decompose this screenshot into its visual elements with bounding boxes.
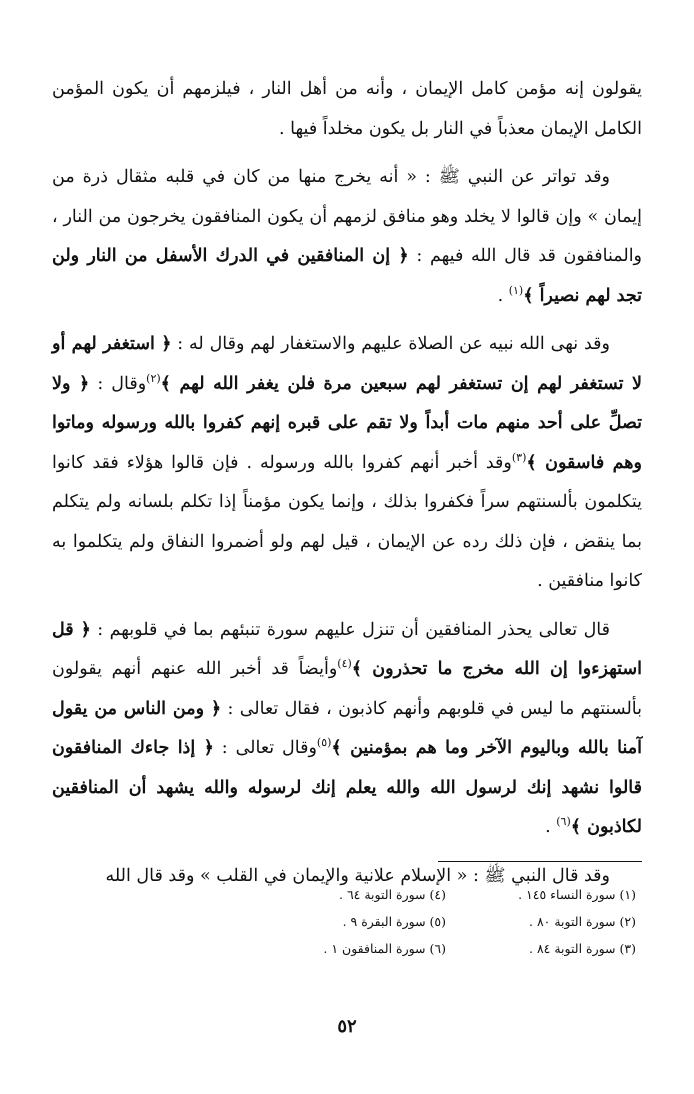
footnote-2: (٢) سورة التوبة ٨٠ . — [528, 914, 636, 929]
text-run: وقد أخبر أنهم كفروا بالله ورسوله . فإن قالوا هؤلاء فقد كانوا يتكلمون بألسنتهم سراً فكفروا بذلك ، وإنما يكون مؤمناً إذا تكلم بلسانه ولم يتكلم بما ينقض ، فإن ذلك رده عن الإيمان ، قيل لهم ولو أضمروا النفاق ولم يتكلموا به كانوا منافقين . — [52, 452, 642, 591]
quran-quote: ﴿ ولا تصلِّ على أحد منهم مات أبداً ولا تقم على قبره إنهم كفروا بالله ورسوله وماتوا وهم فاسقون ﴾ — [52, 373, 642, 473]
footnote-ref: (٣) — [511, 450, 527, 464]
footnote-5: (٥) سورة البقرة ٩ . — [342, 914, 446, 929]
text-run: وقد نهى الله نبيه عن الصلاة عليهم والاستغفار لهم وقال له : — [171, 334, 610, 354]
page-number: ٥٢ — [337, 1016, 357, 1037]
text-run: وقد تواتر عن النبي ﷺ : « أنه يخرج منها من كان في قلبه مثقال ذرة من إيمان » وإن قالوا لا يخلد وهو منافق لزمهم أن يكون المنافقون يخرجون من النار ، والمنافقون قد قال الله فيهم : — [52, 167, 643, 266]
text-run: . — [545, 817, 557, 837]
quran-quote: ﴿ إذا جاءك المنافقون قالوا نشهد إنك لرسول الله والله يعلم إنك لرسوله والله يشهد أن المنافقين لكاذبون ﴾ — [52, 738, 642, 837]
quran-quote: ﴿ استغفر لهم أو لا تستغفر لهم إن تستغفر لهم سبعين مرة فلن يغفر الله لهم ﴾ — [52, 334, 643, 394]
footnote-4: (٤) سورة التوبة ٦٤ . — [338, 887, 446, 902]
footnote-3: (٣) سورة التوبة ٨٤ . — [528, 941, 636, 956]
main-text — [52, 70, 642, 905]
footnote-ref: (٢) — [146, 371, 161, 385]
paragraph-2 — [52, 158, 642, 316]
footnote-ref: (٦) — [556, 815, 571, 829]
quran-quote: ﴿ قل استهزءوا إن الله مخرج ما تحذرون ﴾ — [52, 619, 642, 679]
footnote-6: (٦) سورة المنافقون ١ . — [323, 941, 446, 956]
text-run: قال تعالى يحذر المنافقين أن تنزل عليهم سورة تنبئهم بما في قلوبهم : — [90, 619, 610, 640]
footnote-divider — [438, 861, 642, 862]
quran-quote: ﴿ ومن الناس من يقول آمنا بالله وباليوم الآخر وما هم بمؤمنين ﴾ — [52, 698, 642, 758]
footnote-ref: (١) — [508, 283, 524, 297]
paragraph-4 — [52, 611, 642, 848]
footnotes — [56, 881, 636, 962]
text-run: وأيضاً قد أخبر الله عنهم أنهم يقولون بألسنتهم ما ليس في قلوبهم وأنهم كاذبون ، فقال تعالى : — [52, 659, 642, 719]
text-run: وقال تعالى : — [213, 738, 317, 758]
footnote-ref: (٤) — [337, 657, 352, 671]
text-run: . — [497, 285, 509, 306]
text-run: وقال : — [89, 373, 147, 394]
text-run: يقولون إنه مؤمن كامل الإيمان ، وأنه من أهل النار ، فيلزمهم أن يكون المؤمن الكامل الإيمان معذباً في النار بل يكون مخلداً فيها . — [52, 79, 642, 139]
footnote-ref: (٥) — [316, 736, 332, 750]
quran-quote: ﴿ إن المنافقين في الدرك الأسفل من النار ولن تجد لهم نصيراً ﴾ — [52, 246, 642, 306]
text-run: وقد قال النبي ﷺ : « الإسلام علانية والإيمان في القلب » وقد قال الله — [105, 865, 610, 886]
paragraph-1 — [52, 70, 642, 149]
paragraph-3 — [52, 325, 642, 602]
footnote-1: (١) سورة النساء ١٤٥ . — [518, 887, 636, 902]
